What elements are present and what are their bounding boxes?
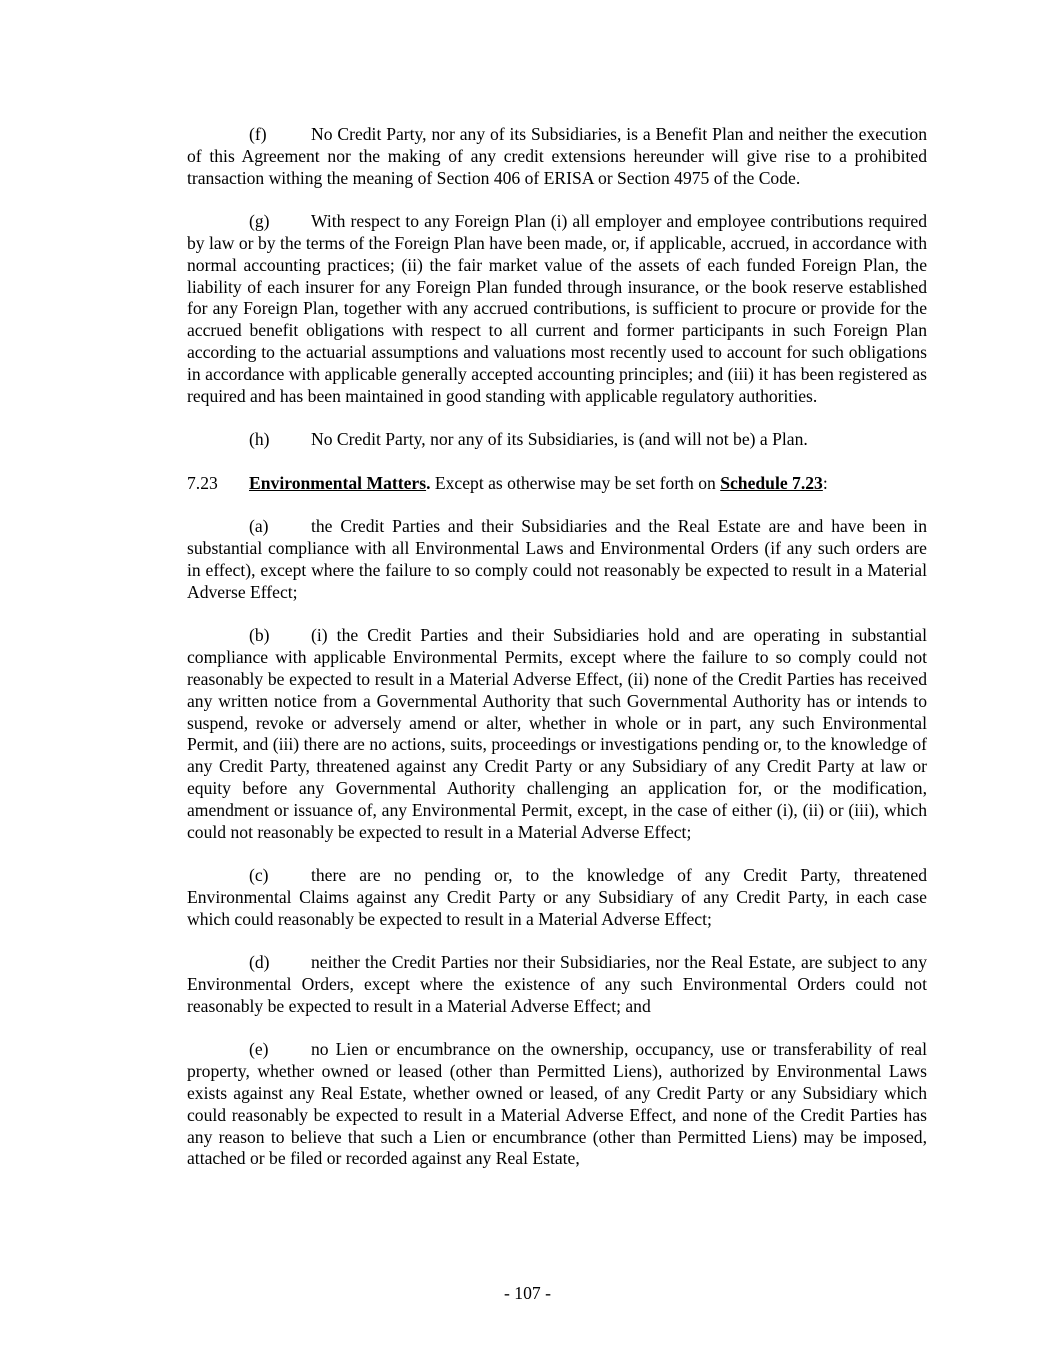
env-item-c [187,865,927,930]
item-text: no Lien or encumbrance on the ownership, occupancy, use or transferability of real property, whether owned or leased (other than Permitted Liens), authorized by Environmental Laws exists against any Real Estate, whether owned or leased, of any Credit Party or any Subsidiary which could reasonably be expected to result in a Material Adverse Effect, and none of the Credit Parties has any reason to believe that such a Lien or encumbrance (other than Permitted Liens) may be imposed, attached or be filed or recorded against any Real Estate, [187,1039,927,1169]
paragraph-h [187,429,927,451]
item-text: there are no pending or, to the knowledge of any Credit Party, threatened Environmental Claims against any Credit Party or any Subsidiary of any Credit Party, in each case which could reasonably be expected to result in a Material Adverse Effect; [187,865,927,929]
paragraph-label: (f) [249,124,267,144]
item-text: (i) the Credit Parties and their Subsidiaries hold and are operating in substantial compliance with applicable Environmental Permits, except where the failure to so comply could not reasonably be expected to result in a Material Adverse Effect, (ii) none of the Credit Parties has received any written notice from a Governmental Authority that such Governmental Authority has or intends to suspend, revoke or adversely amend or alter, whether in whole or in part, any such Environmental Permit, and (iii) there are no actions, suits, proceedings or investigations pending or, to the knowledge of any Credit Party, threatened against any Credit Party or any Subsidiary of any Credit Party at law or equity before any Governmental Authority challenging an application for, or the modification, amendment or issuance of, any Environmental Permit, except, in the case of either (i), (ii) or (iii), which could not reasonably be expected to result in a Material Adverse Effect; [187,625,927,842]
paragraph-text: With respect to any Foreign Plan (i) all employer and employee contributions required by law or by the terms of the Foreign Plan have been made, or, if applicable, accrued, in accordance with normal accounting practices; (ii) the fair market value of the assets of each funded Foreign Plan, the liability of each insurer for any Foreign Plan funded through insurance, or the book reserve established for any Foreign Plan, together with any accrued contributions, is sufficient to procure or provide for the accrued benefit obligations with respect to all current and former participants in such Foreign Plan according to the actuarial assumptions and valuations most recently used to account for such obligations in accordance with applicable generally accepted accounting principles; and (iii) it has been registered as required and has been maintained in good standing with applicable regulatory authorities. [187,211,927,406]
item-label: (c) [249,865,269,886]
item-label: (e) [249,1039,269,1060]
paragraph-g [187,211,927,407]
section-title: Environmental Matters [249,472,427,493]
item-text: neither the Credit Parties nor their Subsidiaries, nor the Real Estate, are subject to any Environmental Orders, except where the existence of any such Environmental Orders could not reasonably be expected to result in a Material Adverse Effect; and [187,952,927,1016]
section-title-period: . [426,472,431,493]
schedule-reference: Schedule 7.23 [720,472,823,493]
item-text: the Credit Parties and their Subsidiaries and the Real Estate are and have been in substantial compliance with all Environmental Laws and Environmental Orders (if any such orders are in effect), except where the failure to so comply could not reasonably be expected to result in a Material Adverse Effect; [187,516,927,602]
env-item-a [187,516,927,603]
item-label: (a) [249,516,269,537]
section-intro: Except as otherwise may be set forth on [430,472,721,493]
item-label: (d) [249,952,270,973]
document-page [187,124,927,1170]
paragraph-f [187,124,927,189]
paragraph-label: (g) [249,211,270,232]
item-label: (b) [249,625,270,646]
env-item-e [187,1039,927,1170]
section-heading [187,473,927,495]
section-colon: : [822,472,828,493]
section-number: 7.23 [187,472,218,493]
env-item-b [187,625,927,843]
paragraph-text: No Credit Party, nor any of its Subsidiaries, is (and will not be) a Plan. [311,429,808,450]
page-number: - 107 - [504,1283,551,1303]
paragraph-text: No Credit Party, nor any of its Subsidiaries, is a Benefit Plan and neither the execution of this Agreement nor the making of any credit extensions hereunder will give rise to a prohibited transaction withing the meaning of Section 406 of ERISA or Section 4975 of the Code. [187,124,927,188]
env-item-d [187,952,927,1017]
paragraph-label: (h) [249,429,270,450]
